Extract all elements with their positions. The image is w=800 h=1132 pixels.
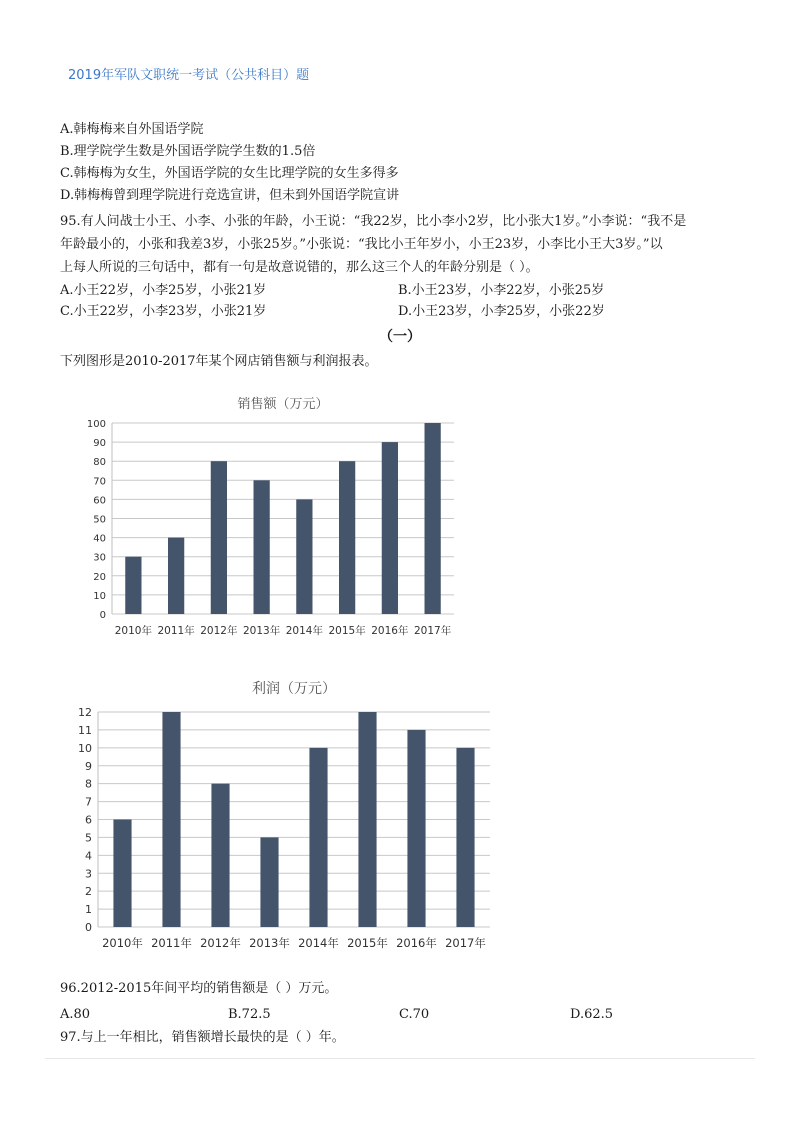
x-category-label: 2011年 [157,625,195,637]
y-tick-label: 70 [93,476,106,488]
q97-stem: 97.与上一年相比，销售额增长最快的是（ ）年。 [60,1030,345,1045]
y-tick-label: 40 [93,533,106,545]
q95-stem-line-3: 上每人所说的三句话中，都有一句是故意说错的，那么这三个人的年龄分别是（ ）。 [60,260,539,275]
x-category-label: 2015年 [347,936,388,950]
section-intro: 下列图形是2010-2017年某个网店销售额与利润报表。 [60,354,378,369]
bar-2014年 [296,499,312,614]
bar-2013年 [254,480,270,614]
q95-option-a: A.小王22岁，小李25岁，小张21岁 [60,283,267,298]
section-title: （一） [379,329,421,345]
y-tick-label: 3 [85,867,92,881]
bar-2012年 [211,784,229,927]
y-tick-label: 60 [93,495,106,507]
y-tick-label: 20 [93,571,106,583]
y-tick-label: 12 [78,706,92,719]
bar-2011年 [168,538,184,614]
y-tick-label: 5 [85,831,92,845]
bar-2015年 [339,461,355,614]
y-tick-label: 90 [93,438,106,450]
chart-title: 销售额（万元） [237,397,329,412]
bar-2010年 [125,557,141,614]
sales-bar-chart [70,388,470,643]
prev-option-b: B.理学院学生数是外国语学院学生数的1.5倍 [60,144,316,159]
y-tick-label: 0 [99,610,106,621]
x-category-label: 2013年 [249,936,290,950]
x-category-label: 2013年 [243,625,281,637]
bar-2016年 [382,442,398,614]
y-tick-label: 6 [85,813,92,827]
x-category-label: 2012年 [200,936,241,950]
chart-title: 利润（万元） [252,681,336,697]
x-category-label: 2010年 [114,625,152,637]
bar-2013年 [260,837,278,927]
x-category-label: 2017年 [414,625,452,637]
y-tick-label: 10 [78,741,92,755]
prev-option-d: D.韩梅梅曾到理学院进行竞选宣讲，但未到外国语学院宣讲 [60,188,400,203]
x-category-label: 2012年 [200,625,238,637]
y-tick-label: 0 [85,921,92,934]
x-category-label: 2015年 [328,625,366,637]
q95-stem-line-1: 95.有人问战士小王、小李、小张的年龄，小王说：“我22岁，比小李小2岁，比小张大1岁。”小李说：“我不是 [60,214,687,229]
y-tick-label: 30 [93,552,106,564]
bar-2011年 [162,712,180,927]
q95-stem-line-2: 年龄最小的，小张和我差3岁，小张25岁。”小张说：“我比小王年岁小，小王23岁，小李比小王大3岁。”以 [60,237,663,252]
q96-option-b: B.72.5 [228,1007,271,1022]
page-divider [45,1058,755,1059]
bar-2012年 [211,461,227,614]
y-tick-label: 9 [85,759,92,773]
y-tick-label: 4 [85,849,92,863]
x-category-label: 2017年 [445,936,486,950]
y-tick-label: 80 [93,457,106,469]
y-tick-label: 8 [85,777,92,791]
bar-2017年 [456,748,474,927]
q95-option-d: D.小王23岁，小李25岁，小张22岁 [398,304,605,319]
y-tick-label: 1 [85,903,92,917]
bar-2014年 [309,748,327,927]
bar-2017年 [425,423,441,614]
exam-header-title[interactable]: 2019年军队文职统一考试（公共科目）题 [68,68,310,83]
y-tick-label: 7 [85,795,92,809]
prev-option-a: A.韩梅梅来自外国语学院 [60,122,204,137]
prev-option-c: C.韩梅梅为女生，外国语学院的女生比理学院的女生多得多 [60,166,399,181]
bar-2015年 [358,712,376,927]
y-tick-label: 10 [93,590,106,602]
q96-option-d: D.62.5 [570,1007,614,1022]
y-tick-label: 2 [85,885,92,899]
y-tick-label: 11 [78,723,92,737]
q95-option-b: B.小王23岁，小李22岁，小张25岁 [398,283,605,298]
x-category-label: 2014年 [285,625,323,637]
q96-stem: 96.2012-2015年间平均的销售额是（ ）万元。 [60,981,338,996]
y-tick-label: 100 [86,419,106,430]
q96-option-c: C.70 [399,1007,430,1022]
profit-bar-chart [70,674,510,957]
q95-option-c: C.小王22岁，小李23岁，小张21岁 [60,304,267,319]
x-category-label: 2016年 [396,936,437,950]
x-category-label: 2010年 [102,936,143,950]
y-tick-label: 50 [93,514,106,526]
x-category-label: 2011年 [151,936,192,950]
bar-2016年 [407,730,425,927]
bar-2010年 [113,820,131,928]
x-category-label: 2014年 [298,936,339,950]
x-category-label: 2016年 [371,625,409,637]
q96-option-a: A.80 [60,1007,91,1022]
